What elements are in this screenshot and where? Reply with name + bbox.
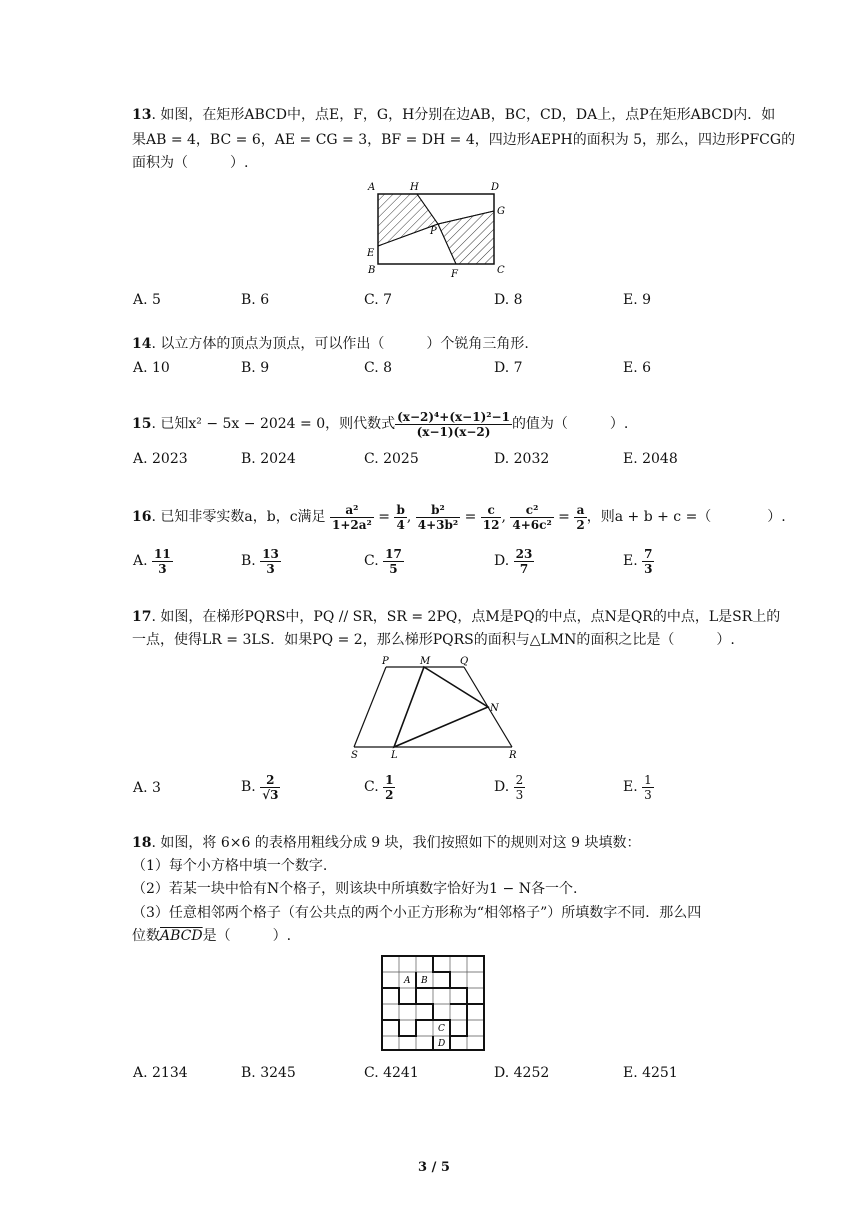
q15-number: 15 bbox=[132, 416, 152, 432]
page-number: 3 / 5 bbox=[418, 1160, 450, 1175]
q18-rule3: （3）任意相邻两个格子（有公共点的两个小正方形称为“相邻格子”）所填数字不同．那么四 bbox=[132, 905, 702, 921]
q16-option-a[interactable]: A. $\frac{11}{3}$ bbox=[133, 546, 171, 576]
q17-option-b[interactable]: B. $\frac{2}{√3}$ bbox=[241, 772, 279, 802]
q14-text1: . 以立方体的顶点为顶点，可以作出（ ）个锐角三角形. bbox=[151, 336, 529, 352]
q18-option-d[interactable]: D. 4252 bbox=[494, 1065, 550, 1081]
q16-fraction-5: $\frac{\text{c²}}{\text{4+6c²}}$ bbox=[512, 502, 552, 532]
q13-option-d[interactable]: D. 8 bbox=[494, 292, 523, 308]
quad-pfcg bbox=[438, 211, 494, 264]
q15-pre-text: . 已知x² − 5x − 2024 = 0，则代数式 bbox=[151, 416, 396, 432]
q14-option-a[interactable]: A. 10 bbox=[133, 360, 170, 376]
q14-option-e[interactable]: E. 6 bbox=[623, 360, 652, 376]
q14-line1 bbox=[132, 334, 529, 354]
cell-label-d: D bbox=[438, 1039, 446, 1049]
label-p: P bbox=[430, 226, 437, 237]
q17-option-d[interactable]: D. $\frac{2}{3}$ bbox=[494, 772, 524, 802]
triangle-lmn bbox=[394, 667, 488, 747]
q18-line-last: 位数ABCD是（ ）. bbox=[132, 928, 292, 944]
q15-expression-fraction bbox=[395, 410, 512, 439]
q16-fraction-1: $\frac{\text{a²}}{\text{1+2a²}}$ bbox=[332, 502, 372, 532]
q17-trapezoid-figure bbox=[346, 655, 522, 761]
q16-fraction-3: $\frac{\text{b²}}{\text{4+3b²}}$ bbox=[417, 502, 459, 532]
q16-fraction-4: $\frac{c}{12}$ bbox=[482, 502, 500, 532]
label-q: Q bbox=[460, 656, 469, 667]
q18-rule2: （2）若某一块中恰有N个格子，则该块中所填数字恰好为1 − N各一个. bbox=[132, 881, 578, 897]
q16-pre-text: . 已知非零实数a，b，c满足 bbox=[151, 509, 326, 525]
q14-number: 14 bbox=[132, 336, 152, 352]
q17-line1 bbox=[132, 607, 780, 627]
q16-option-b[interactable]: B. $\frac{13}{3}$ bbox=[241, 546, 279, 576]
label-e: E bbox=[367, 248, 375, 259]
q15-line1 bbox=[132, 406, 628, 442]
q15-fraction-numerator: (x−2)⁴+(x−1)²−1 bbox=[397, 409, 510, 424]
q16-post-text: ，则a + b + c =（ ）. bbox=[586, 509, 786, 525]
q13-text1: . 如图，在矩形ABCD中，点E，F，G，H分别在边AB，BC，CD，DA上，点P在矩形ABCD内．如 bbox=[151, 107, 776, 123]
q18-text1: . 如图，将 6×6 的表格用粗线分成 9 块，我们按照如下的规则对这 9 块填数： bbox=[151, 835, 641, 851]
label-l: L bbox=[391, 750, 398, 761]
q13-line1 bbox=[132, 105, 775, 125]
label-g: G bbox=[497, 206, 505, 217]
label-d: D bbox=[491, 182, 500, 193]
q13-line3: 面积为（ ）. bbox=[132, 155, 249, 171]
q16-equals-2: = bbox=[464, 509, 477, 525]
label-h: H bbox=[410, 182, 419, 193]
q18-option-a[interactable]: A. 2134 bbox=[133, 1065, 188, 1081]
q15-fraction-denominator: (x−1)(x−2) bbox=[416, 424, 491, 439]
q18-option-c[interactable]: C. 4241 bbox=[364, 1065, 419, 1081]
q18-line1 bbox=[132, 833, 640, 853]
q18-grid-figure bbox=[378, 952, 490, 1054]
q16-option-c[interactable]: C. $\frac{17}{5}$ bbox=[364, 546, 402, 576]
q16-equals-1: = bbox=[378, 509, 390, 525]
q13-rectangle-figure bbox=[360, 176, 520, 280]
q15-option-e[interactable]: E. 2048 bbox=[623, 451, 678, 467]
q15-post-text: 的值为（ ）. bbox=[511, 416, 629, 432]
q13-option-c[interactable]: C. 7 bbox=[364, 292, 393, 308]
q13-option-e[interactable]: E. 9 bbox=[623, 292, 652, 308]
q17-number: 17 bbox=[132, 609, 152, 625]
q14-option-d[interactable]: D. 7 bbox=[494, 360, 523, 376]
label-m: M bbox=[420, 656, 431, 667]
q16-fraction-2: $\frac{b}{4}$ bbox=[396, 502, 405, 532]
label-a: A bbox=[368, 182, 376, 193]
q13-number: 13 bbox=[132, 107, 152, 123]
q16-option-e[interactable]: E. $\frac{7}{3}$ bbox=[623, 546, 653, 576]
q18-overline-abcd: ABCD bbox=[160, 928, 203, 944]
q18-option-b[interactable]: B. 3245 bbox=[241, 1065, 296, 1081]
label-f: F bbox=[451, 269, 458, 280]
q15-option-d[interactable]: D. 2032 bbox=[494, 451, 550, 467]
q15-option-a[interactable]: A. 2023 bbox=[133, 451, 188, 467]
q18-number: 18 bbox=[132, 835, 152, 851]
q16-fraction-6: $\frac{a}{2}$ bbox=[576, 502, 585, 532]
label-n: N bbox=[490, 703, 499, 714]
quad-aeph bbox=[378, 194, 438, 246]
q16-number: 16 bbox=[132, 509, 152, 525]
q15-option-b[interactable]: B. 2024 bbox=[241, 451, 296, 467]
q16-equals-3: = bbox=[558, 509, 570, 525]
q17-option-c[interactable]: C. $\frac{1}{2}$ bbox=[364, 772, 394, 802]
label-b: B bbox=[368, 265, 376, 276]
q14-option-b[interactable]: B. 9 bbox=[241, 360, 270, 376]
label-p: P bbox=[382, 656, 389, 667]
label-c: C bbox=[497, 265, 505, 276]
q17-option-e[interactable]: E. $\frac{1}{3}$ bbox=[623, 772, 652, 802]
q14-option-c[interactable]: C. 8 bbox=[364, 360, 393, 376]
q13-option-a[interactable]: A. 5 bbox=[133, 292, 161, 308]
q13-line2: 果AB = 4，BC = 6，AE = CG = 3，BF = DH = 4，四边形AEPH的面积为 5，那么，四边形PFCG的 bbox=[132, 132, 796, 148]
q18-rule1: （1）每个小方格中填一个数字. bbox=[132, 858, 328, 874]
q17-text1: . 如图，在梯形PQRS中，PQ // SR，SR = 2PQ，点M是PQ的中点，点N是QR的中点，L是SR上的 bbox=[151, 609, 781, 625]
cell-label-a: A bbox=[404, 976, 411, 986]
cell-label-c: C bbox=[438, 1024, 445, 1034]
cell-label-b: B bbox=[421, 976, 428, 986]
q18-option-e[interactable]: E. 4251 bbox=[623, 1065, 678, 1081]
label-r: R bbox=[509, 750, 517, 761]
q17-option-a[interactable]: A. 3 bbox=[133, 780, 161, 796]
q15-option-c[interactable]: C. 2025 bbox=[364, 451, 419, 467]
q16-option-d[interactable]: D. $\frac{23}{7}$ bbox=[494, 546, 533, 576]
q13-option-b[interactable]: B. 6 bbox=[241, 292, 270, 308]
q17-line2: 一点，使得LR = 3LS．如果PQ = 2，那么梯形PQRS的面积与△LMN的面积之比是（ ）. bbox=[132, 632, 735, 648]
label-s: S bbox=[351, 750, 358, 761]
q16-line1: 16. 已知非零实数a，b，c满足 $\frac{\text{a²}}{\text{1+2a²}}$ = $\frac{b}{4}$ , $\frac{\text{b²}}{\text{4+3b²}}$ = $\frac{c}{12}$ , $\frac{\text{c²}}{\text{4+6c²}}$ = $\frac{a}{2}$ ，则a + b + c =（ ）. bbox=[132, 502, 786, 532]
